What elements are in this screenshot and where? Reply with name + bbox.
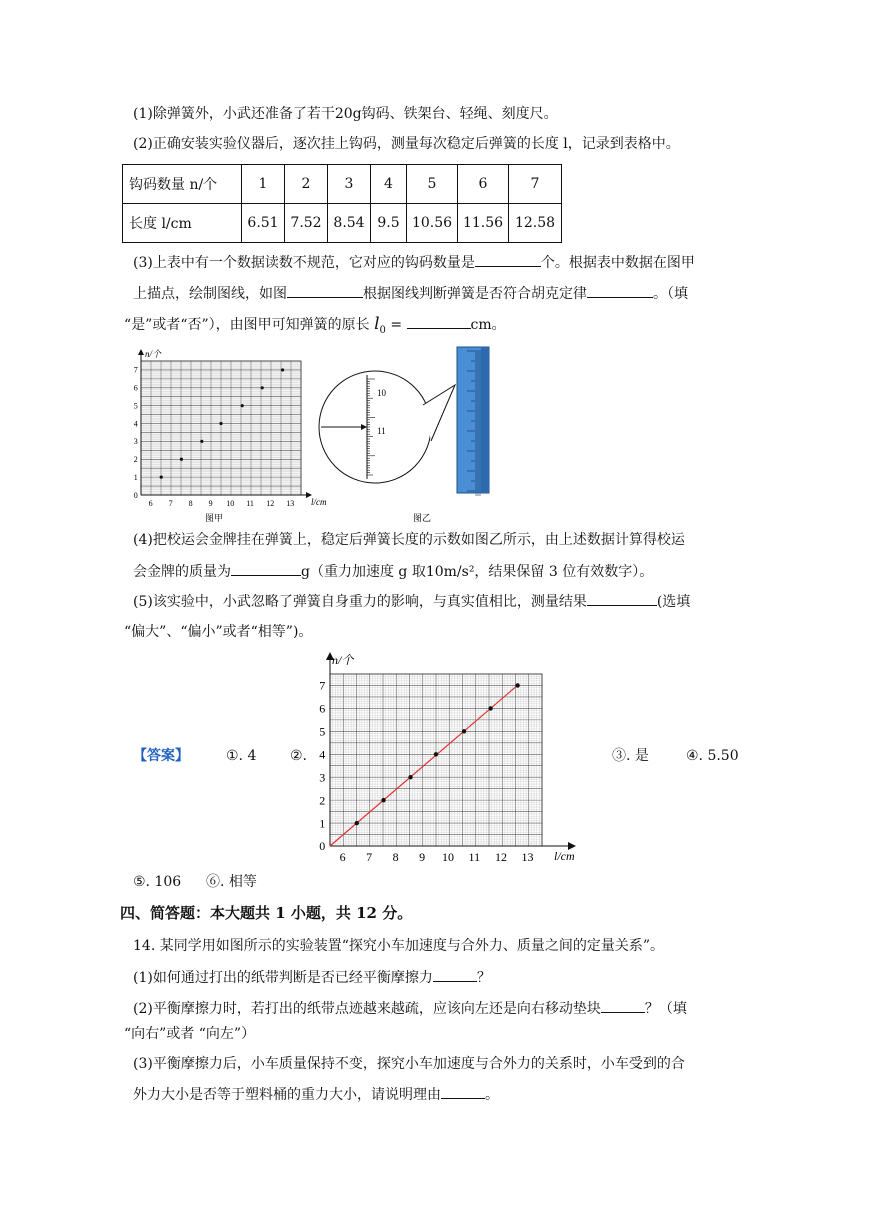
- y-tick-label: 0: [133, 490, 138, 500]
- q1-text: (1)除弹簧外，小武还准备了若干20g钩码、铁架台、轻绳、刻度尺。: [133, 106, 558, 122]
- q2-text: (2)正确安装实验仪器后，逐次挂上钩码，测量每次稳定后弹簧的长度 l，记录到表格中。: [133, 136, 680, 152]
- answer-graph: [308, 648, 584, 866]
- answer-blank[interactable]: [407, 314, 471, 329]
- data-point: [515, 683, 519, 687]
- ruler-shade: [481, 347, 489, 493]
- section-heading: 四、简答题：本大题共 1 小题，共 12 分。: [120, 904, 413, 922]
- y-tick-label: 3: [319, 770, 326, 785]
- x-axis-label: l/cm: [311, 497, 327, 507]
- y-tick-label: 5: [133, 401, 138, 411]
- figure-yi: [315, 343, 505, 527]
- l0-symbol: l: [374, 314, 380, 334]
- q4-text: 会金牌的质量为: [133, 564, 231, 580]
- q3-line1: [133, 252, 695, 273]
- q4-line2: [133, 561, 653, 582]
- y-tick-label: 6: [133, 383, 138, 393]
- x-tick-label: 9: [208, 499, 213, 508]
- answer-3: ③. 是: [612, 748, 649, 764]
- data-point: [160, 476, 163, 479]
- data-point: [281, 368, 284, 371]
- table-cell: 6.51: [242, 204, 285, 243]
- y-tick-label: 7: [319, 678, 326, 693]
- table-cell: 11.56: [458, 204, 509, 243]
- table-cell: 7.52: [285, 204, 328, 243]
- table-cell: 9.5: [371, 204, 407, 243]
- table-cell: 12.58: [509, 204, 562, 243]
- x-tick-label: 8: [188, 499, 193, 508]
- table-cell: 1: [242, 165, 285, 204]
- q3-line2: [133, 283, 688, 304]
- table-cell: 2: [285, 165, 328, 204]
- figure-jia: [125, 345, 335, 527]
- q5-line2: “偏大”、“偏小”或者“相等”)。: [124, 624, 313, 640]
- q5-text: (5)该实验中，小武忽略了弹簧自身重力的影响，与真实值相比，测量结果: [133, 594, 587, 610]
- table-cell: 7: [509, 165, 562, 204]
- caption-yi: 图乙: [413, 513, 432, 523]
- q14-text: ？: [476, 970, 491, 986]
- data-table: [122, 164, 562, 243]
- x-tick-label: 12: [266, 499, 275, 508]
- q14-text: (2)平衡摩擦力时，若打出的纸带点迹越来越疏，应该向左还是向右移动垫块: [133, 1001, 601, 1017]
- data-point: [241, 404, 244, 407]
- x-tick-label: 7: [366, 850, 373, 864]
- answer-2: ②.: [290, 748, 308, 764]
- y-tick-label: 4: [133, 419, 138, 429]
- answer-blank[interactable]: [433, 967, 477, 982]
- q5-text: (选填: [656, 594, 691, 610]
- answer-5: ⑤. 106: [133, 874, 182, 890]
- x-tick-label: 13: [521, 850, 534, 864]
- q14-part3: (3)平衡摩擦力后，小车质量保持不变，探究小车加速度与合外力的关系时，小车受到的合: [133, 1056, 685, 1072]
- answer-6: ⑥. 相等: [206, 874, 257, 890]
- data-point: [200, 440, 203, 443]
- data-point: [408, 775, 412, 779]
- q3-text: 上描点，绘制图线，如图: [133, 286, 287, 302]
- y-axis-arrow-icon: [138, 349, 144, 355]
- q14-part1: [133, 967, 491, 988]
- y-tick-label: 1: [319, 816, 326, 831]
- mag-label-10: 10: [377, 388, 386, 398]
- q3-text: (3)上表中有一个数据读数不规范，它对应的钩码数量是: [133, 255, 475, 271]
- table-row: [123, 165, 562, 204]
- row-label: 钩码数量 n/个: [123, 165, 242, 204]
- table-cell: 8.54: [328, 204, 371, 243]
- x-tick-label: 11: [468, 850, 481, 864]
- table-cell: 3: [328, 165, 371, 204]
- q3-text: “是”或者“否”），由图甲可知弹簧的原长: [124, 317, 370, 333]
- q4-text: g（重力加速度 g 取10m/s²，结果保留 3 位有效数字）。: [301, 564, 654, 580]
- answer-blank[interactable]: [587, 283, 653, 298]
- q14-part3b: [133, 1084, 499, 1105]
- l0-subscript: 0: [379, 324, 386, 336]
- data-point: [462, 729, 466, 733]
- row-label: 长度 l/cm: [123, 204, 242, 243]
- data-point: [434, 752, 438, 756]
- q3-text: 。（填: [653, 286, 688, 302]
- answer-blank[interactable]: [441, 1084, 485, 1099]
- y-tick-label: 2: [133, 455, 138, 465]
- data-point: [381, 798, 385, 802]
- x-tick-label: 9: [419, 850, 426, 864]
- table-cell: 5: [407, 165, 458, 204]
- data-point: [488, 706, 492, 710]
- q14-text: (1)如何通过打出的纸带判断是否已经平衡摩擦力: [133, 970, 433, 986]
- table-cell: 4: [371, 165, 407, 204]
- x-tick-label: 13: [286, 499, 295, 508]
- x-tick-label: 12: [495, 850, 508, 864]
- caption-jia: 图甲: [205, 513, 224, 523]
- q3-line3: [124, 314, 506, 341]
- y-tick-label: 6: [319, 701, 326, 716]
- x-tick-label: 6: [148, 499, 153, 508]
- data-point: [261, 386, 264, 389]
- y-tick-label: 4: [319, 747, 326, 762]
- data-point: [219, 422, 222, 425]
- x-tick-label: 7: [168, 499, 173, 508]
- q14-text: ？（填: [644, 1001, 687, 1017]
- x-tick-label: 10: [442, 850, 455, 864]
- mag-label-11: 11: [377, 426, 386, 436]
- y-tick-label: 0: [319, 839, 326, 854]
- equals-sign: =: [385, 317, 407, 333]
- answer-1: ①. 4: [226, 748, 257, 764]
- answer-blank[interactable]: [475, 252, 541, 267]
- table-cell: 6: [458, 165, 509, 204]
- y-tick-label: 1: [133, 472, 138, 482]
- y-tick-label: 2: [319, 793, 326, 808]
- q5-line1: [133, 591, 690, 612]
- y-axis-label: n/个: [145, 349, 162, 359]
- x-axis-label: l/cm: [554, 849, 575, 863]
- q4-line1: (4)把校运会金牌挂在弹簧上，稳定后弹簧长度的示数如图乙所示，由上述数据计算得校运: [133, 532, 685, 548]
- table-row: [123, 204, 562, 243]
- x-tick-label: 8: [392, 850, 399, 864]
- q14-text: 。: [485, 1087, 499, 1103]
- answer-blank[interactable]: [231, 561, 301, 576]
- y-tick-label: 5: [319, 724, 326, 739]
- grid: [141, 361, 301, 495]
- data-point: [355, 821, 359, 825]
- answer-blank[interactable]: [587, 591, 657, 606]
- answer-4: ④. 5.50: [686, 748, 739, 764]
- data-point: [180, 458, 183, 461]
- q14-part2: [133, 998, 687, 1019]
- x-tick-label: 10: [226, 499, 235, 508]
- q3-text: cm。: [470, 317, 506, 333]
- answer-blank[interactable]: [601, 998, 645, 1013]
- grid: [330, 674, 542, 846]
- q14-title: 14. 某同学用如图所示的实验装置“探究小车加速度与合外力、质量之间的定量关系”。: [133, 938, 665, 954]
- answer-blank[interactable]: [287, 283, 363, 298]
- y-tick-label: 3: [133, 437, 138, 447]
- q14-part2b: “向右”或者 “向左”）: [124, 1026, 256, 1042]
- q3-text: 根据图线判断弹簧是否符合胡克定律: [363, 286, 587, 302]
- x-tick-label: 6: [339, 850, 346, 864]
- answer-key: 【答案】: [133, 748, 189, 764]
- x-tick-label: 11: [246, 499, 254, 508]
- q3-text: 个。根据表中数据在图甲: [540, 255, 695, 271]
- table-cell: 10.56: [407, 204, 458, 243]
- y-tick-label: 7: [133, 365, 138, 375]
- q14-text: 外力大小是否等于塑料桶的重力大小，请说明理由: [133, 1087, 441, 1103]
- y-axis-label: n/个: [332, 653, 354, 667]
